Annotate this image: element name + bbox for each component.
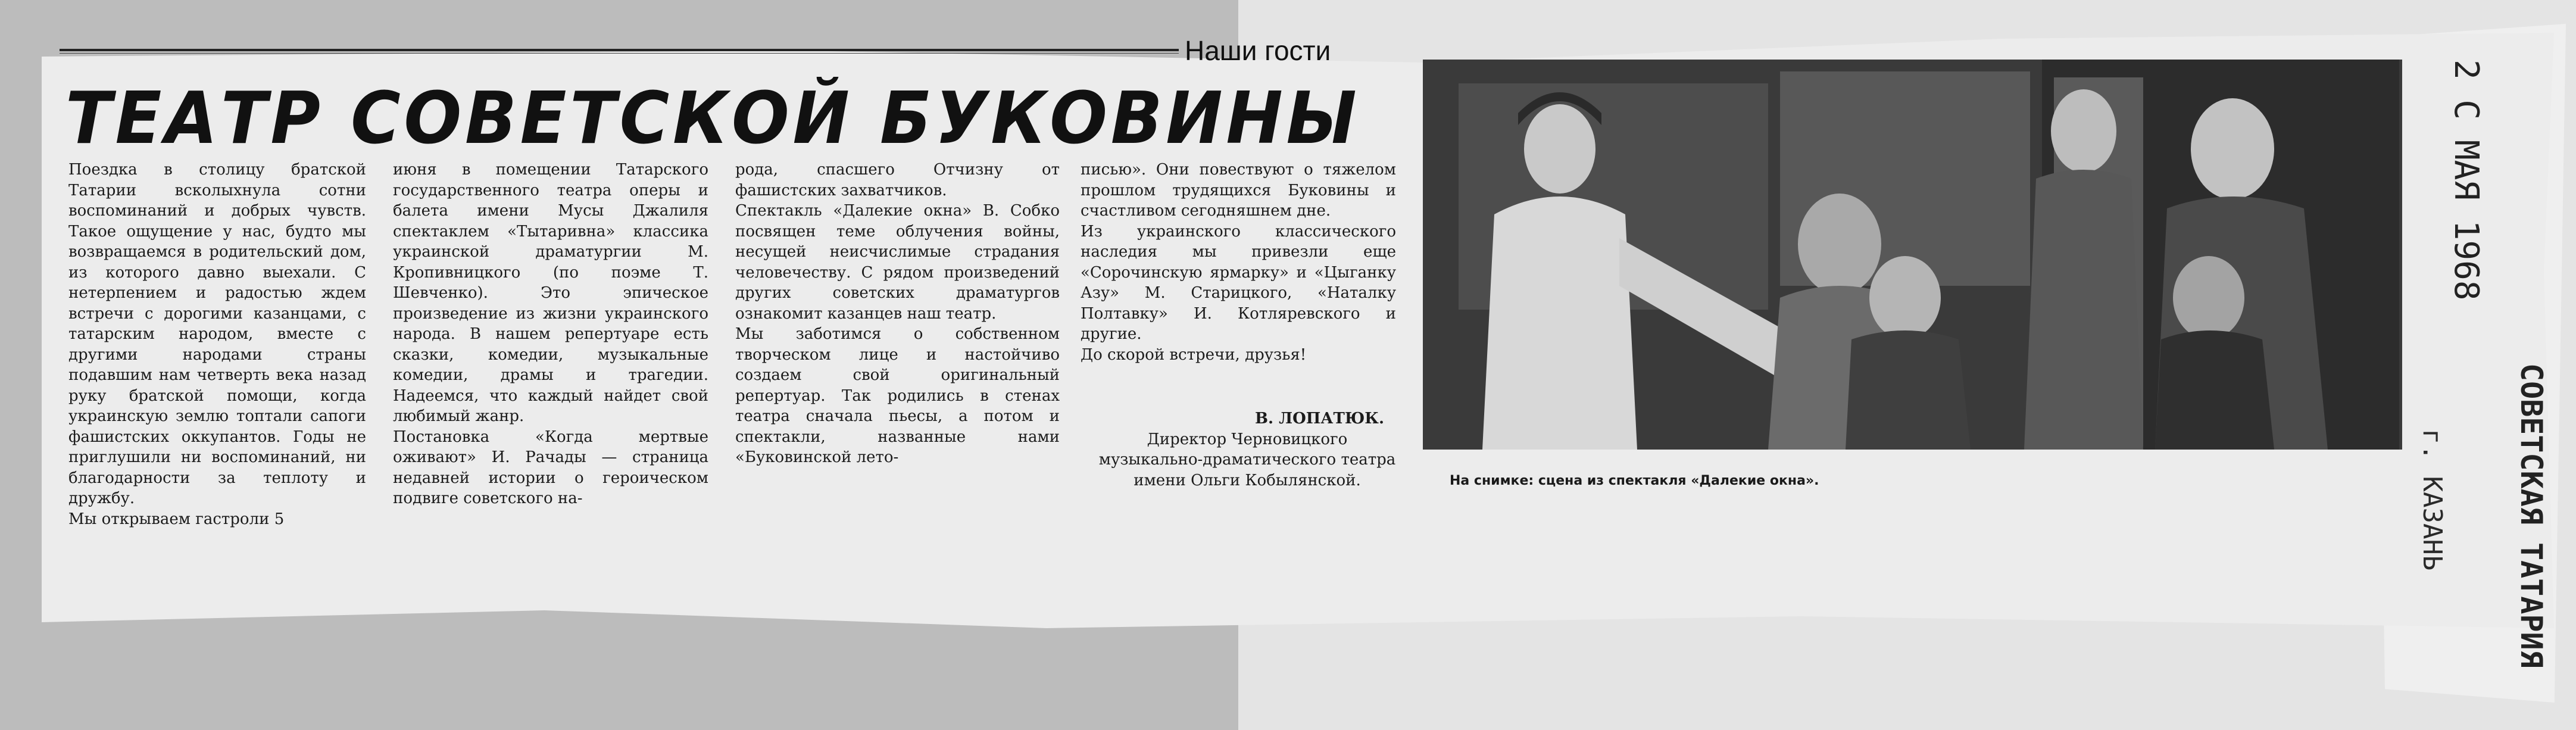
article-column-1: Поездка в столицу братской Татарии всколыхнула сотни воспоминаний и добрых чувств. Такое ощущение у нас, будто мы возвращаемся в родительский дом, из которого давно выехали. С нетерпением и радостью ждем встречи с дорогими казанцами, с татарским народом, вместе с другими народами страны подавшим нам четверть века назад руку братской помощи, когда украинскую землю топтали сапоги фашистских оккупантов. Годы не приглушили ни воспоминаний, ни благодарности за теплоту и дружбу. Мы открываем гастроли 5 xyxy=(68,161,366,528)
newspaper-stamp: СОВЕТСКАЯ ТАТАРИЯ xyxy=(2514,363,2549,668)
city-stamp: г. КАЗАНЬ xyxy=(2417,429,2447,571)
header-rule xyxy=(60,49,1179,51)
stage-photo xyxy=(1423,60,2402,450)
signature-block xyxy=(1081,408,1396,491)
header-rule-thin xyxy=(60,53,1179,54)
article-headline: ТЕАТР СОВЕТСКОЙ БУКОВИНЫ xyxy=(65,77,1360,160)
article-column-2: июня в помещении Татарского государственного театра оперы и балета имени Мусы Джалиля спектаклем «Тытаривна» классика украинской драматургии М. Кропивницкого (по поэме Т. Шевченко). Это эпическое произведение из жизни украинского народа. В нашем репертуаре есть сказки, комедии, музыкальные комедии, драмы и трагедии. Надеемся, что каждый найдет свой любимый жанр. Постановка «Когда мертвые оживают» И. Рачады — страница недавней истории о героическом подвиге советского на- xyxy=(393,161,708,507)
article-column-4: писью». Они повествуют о тяжелом прошлом трудящихся Буковины и счастливом сегодняшнем дне. Из украинского классического наследия мы привезли еще «Сорочинскую ярмарку» и «Цыганку Азу» М. Старицкого, «Наталку Полтавку» И. Котляревского и другие. До скорой встречи, друзья! xyxy=(1081,161,1396,364)
signature-name: В. ЛОПАТЮК. xyxy=(1255,410,1384,428)
signature-title: Директор Черновицкого музыкально-драматического театра имени Ольги Кобылянской. xyxy=(1098,430,1396,489)
stage-photo-illustration xyxy=(1423,60,2402,450)
date-stamp: 2 С МАЯ 1968 xyxy=(2447,60,2486,301)
section-rubric: Наши гости xyxy=(1185,35,1331,66)
photo-caption: На снимке: сцена из спектакля «Далекие окна». xyxy=(1450,473,1819,488)
article-column-3: рода, спасшего Отчизну от фашистских захватчиков. Спектакль «Далекие окна» В. Собко посвящен теме облучения войны, несущей неисчислимые страдания человечеству. С рядом произведений других советских драматургов ознакомит казанцев наш театр. Мы заботимся о собственном творческом лице и настойчиво создаем свой оригинальный репертуар. Так родились в стенах театра сначала пьесы, а потом и спектакли, названные нами «Буковинской лето- xyxy=(735,161,1060,466)
